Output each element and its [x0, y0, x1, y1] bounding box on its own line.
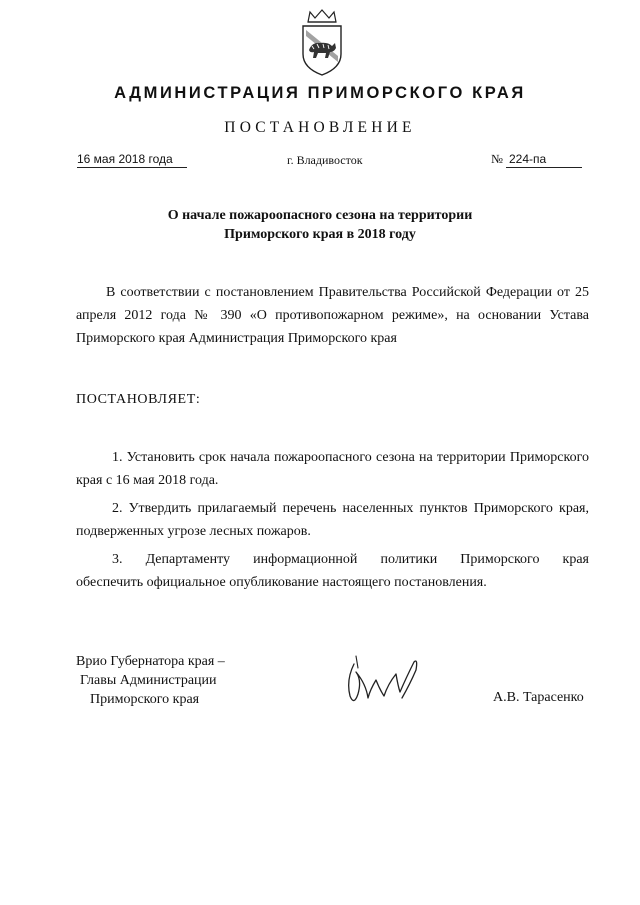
handwritten-signature [340, 650, 425, 710]
item-3-line-1: 3. Департаменту информационной политики Приморского края [112, 552, 589, 567]
position-line-2: Главы Администрации [80, 673, 217, 688]
organization-title: АДМИНИСТРАЦИЯ ПРИМОРСКОГО КРАЯ [114, 84, 526, 102]
number-sign: № [491, 152, 503, 166]
signatory-position [76, 652, 225, 709]
signer-name: А.В. Тарасенко [493, 690, 584, 705]
intro-paragraph: В соответствии с постановлением Правительства Российской Федерации от 25 апреля 2012 года № 390 «О противопожарном режиме», на основании Устава Приморского края Администрация Приморского края [76, 285, 589, 346]
heading-line-1: О начале пожароопасного сезона на территории [167, 208, 473, 223]
document-city: г. Владивосток [287, 153, 363, 167]
item-1: 1. Установить срок начала пожароопасного сезона на территории Приморского края с 16 мая 2018 года. [76, 450, 589, 488]
document-number: 224-па [506, 152, 582, 168]
item-3 [76, 548, 589, 594]
document-heading [0, 206, 640, 244]
item-2: 2. Утвердить прилагаемый перечень населенных пунктов Приморского края, подверженных угрозе лесных пожаров. [76, 501, 589, 539]
coat-of-arms-icon [298, 8, 346, 78]
document-type: ПОСТАНОВЛЕНИЕ [224, 119, 416, 136]
position-line-3: Приморского края [90, 692, 200, 707]
heading-line-2: Приморского края в 2018 году [224, 227, 416, 242]
decree-word: ПОСТАНОВЛЯЕТ: [76, 392, 201, 407]
item-3-line-2: обеспечить официальное опубликование настоящего постановления. [76, 575, 487, 590]
document-date: 16 мая 2018 года [77, 152, 187, 168]
position-line-1: Врио Губернатора края – [76, 654, 225, 669]
